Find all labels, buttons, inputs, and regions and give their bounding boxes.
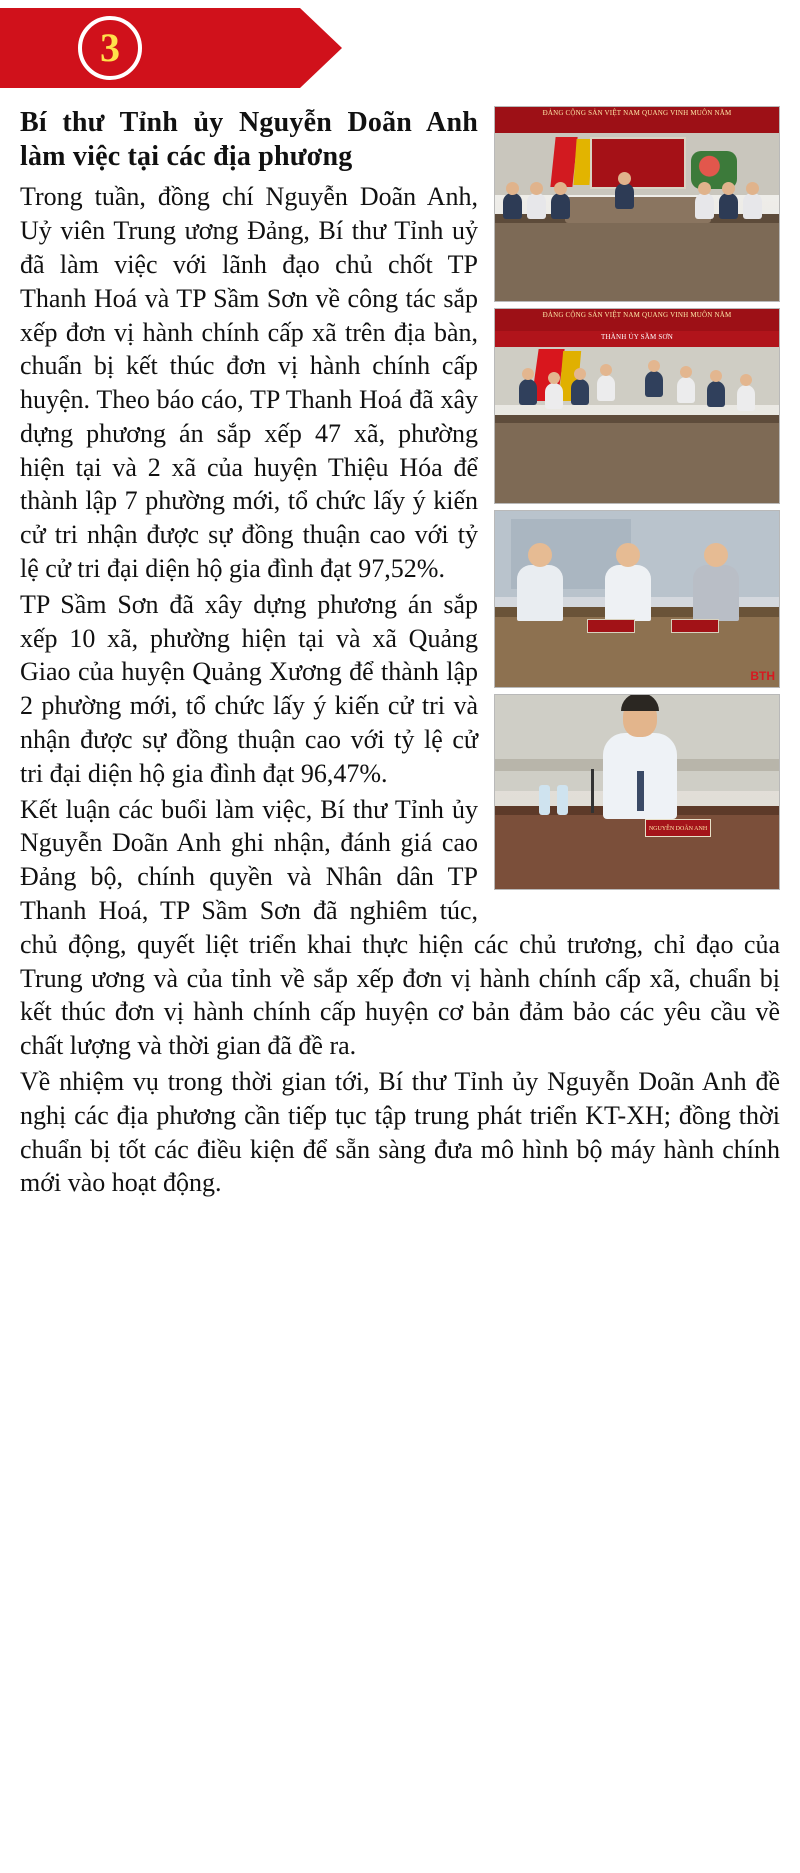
photo4-microphone	[591, 769, 594, 813]
banner-bar	[0, 8, 300, 88]
article-paragraph-1: Trong tuần, đồng chí Nguyễn Doãn Anh, Uỷ viên Trung ương Đảng, Bí thư Tỉnh uỷ đã làm việc với lãnh đạo chủ chốt TP Thanh Hoá và TP Sầm Sơn về công tác sắp xếp đơn vị hành chính cấp xã trên địa bàn, chuẩn bị kết thúc đơn vị hành chính cấp huyện. Theo báo cáo, TP Thanh Hoá đã xây dựng phương án sắp xếp 47 xã, phường hiện tại và 2 xã của huyện Thiệu Hóa để thành lập 7 phường mới, tổ chức lấy ý kiến cử tri nhận được sự đồng thuận cao với tỷ lệ cử tri đại diện hộ gia đình đạt 97,52%.	[20, 182, 478, 584]
photo3-nameplate-1	[587, 619, 635, 633]
photo3-delegate-1	[517, 565, 563, 621]
article-paragraph-2: TP Sầm Sơn đã xây dựng phương án sắp xếp 10 xã, phường hiện tại và xã Quảng Giao của huyện Quảng Xương để thành lập 2 phường mới, tổ chức lấy ý kiến cử tri và nhận được sự đồng thuận cao với tỷ lệ cử tri đại diện hộ gia đình đạt 96,47%.	[20, 589, 478, 788]
photo-column	[494, 106, 780, 896]
photo1-attendees	[495, 177, 779, 237]
article-paragraph-3: Kết luận các buổi làm việc, Bí thư Tỉnh ủy Nguyễn Doãn Anh ghi nhận, đánh giá cao Đảng bộ, chính quyền và Nhân dân TP Thanh Hoá, TP Sầm Sơn đã nghiêm túc, chủ động, quyết liệt triển khai thực hiện các chủ trương, chỉ đạo của Trung ương và của tỉnh về sắp xếp đơn vị hành chính cấp xã, chuẩn bị kết thúc đơn vị hành chính cấp huyện cơ bản đảm bảo các yêu cầu về chất lượng và thời gian đã đề ra.	[20, 794, 780, 1061]
photo-delegates-table	[494, 510, 780, 688]
photo3-desk	[495, 617, 779, 687]
photo2-banner-text: ĐẢNG CỘNG SẢN VIỆT NAM QUANG VINH MUÔN NĂM	[542, 311, 732, 319]
photo-meeting-thanh-hoa-wide	[494, 106, 780, 302]
photo-secretary-speaking	[494, 694, 780, 890]
photo3-watermark: BTH	[750, 669, 775, 683]
photo4-water-bottle-2	[557, 785, 568, 815]
photo4-water-bottle-1	[539, 785, 550, 815]
section-number-label: 3	[100, 25, 120, 70]
section-number-badge	[78, 16, 142, 80]
photo3-delegate-3	[693, 565, 739, 621]
photo1-banner-text: ĐẢNG CỘNG SẢN VIỆT NAM QUANG VINH MUÔN NĂM	[542, 109, 732, 117]
photo3-nameplate-2	[671, 619, 719, 633]
photo-meeting-sam-son	[494, 308, 780, 504]
page-title: Bí thư Tỉnh ủy Nguyễn Doãn Anh làm việc tại các địa phương	[20, 107, 478, 173]
photo4-nameplate: NGUYỄN DOÃN ANH	[645, 819, 711, 837]
photo2-desk-edge	[495, 415, 779, 423]
photo3-delegate-2	[605, 565, 651, 621]
photo2-sub-text: THÀNH ỦY SẦM SƠN	[601, 333, 673, 341]
section-banner	[0, 0, 800, 96]
banner-arrow-icon	[300, 8, 342, 88]
photo4-speaker-tie	[637, 771, 644, 811]
photo4-desk	[495, 815, 779, 889]
article-paragraph-4: Về nhiệm vụ trong thời gian tới, Bí thư Tỉnh ủy Nguyễn Doãn Anh đề nghị các địa phương cần tiếp tục tập trung phát triển KT-XH; đồng thời chuẩn bị tốt các điều kiện để sẵn sàng đưa mô hình bộ máy hành chính mới vào hoạt động.	[20, 1067, 780, 1198]
photo2-desk	[495, 423, 779, 503]
